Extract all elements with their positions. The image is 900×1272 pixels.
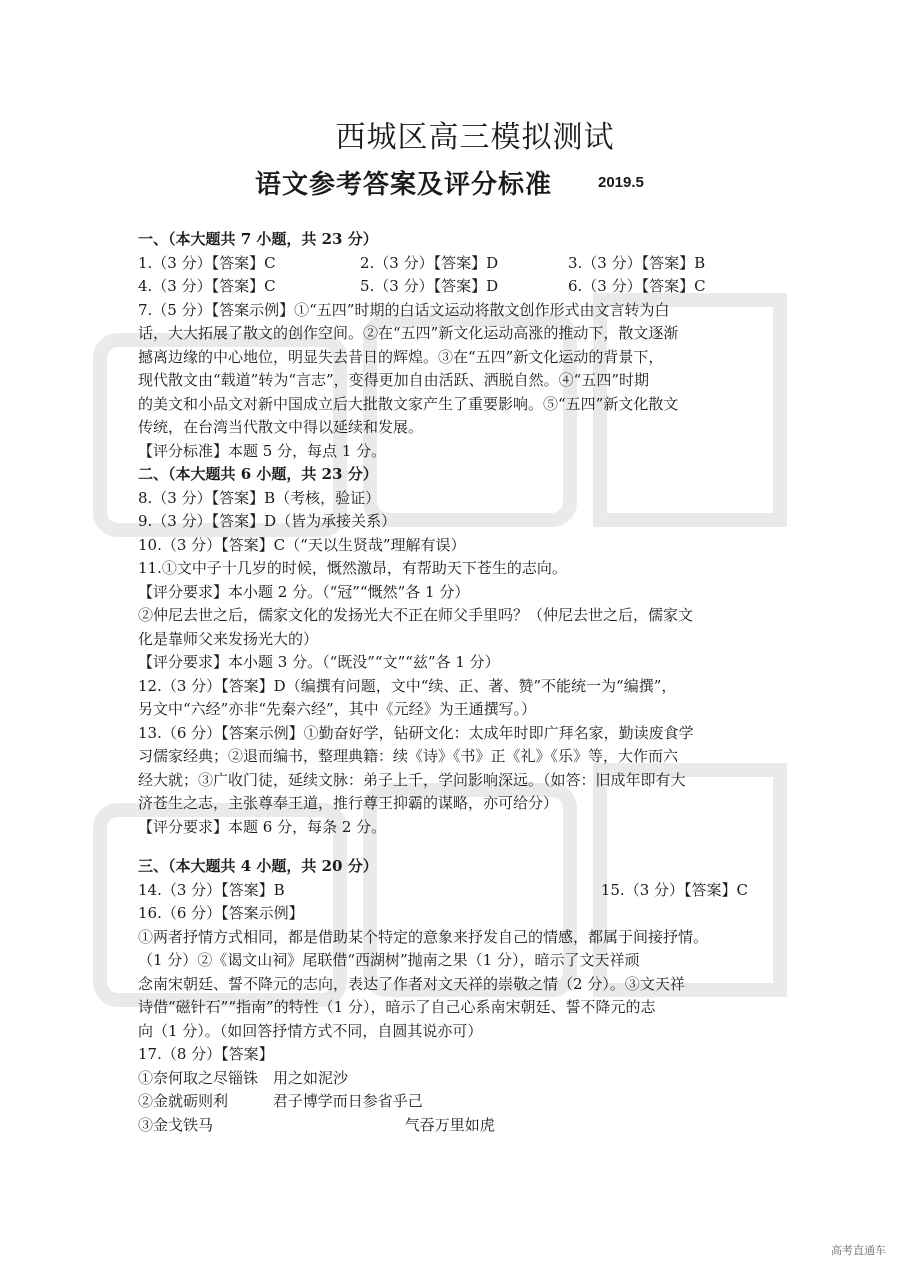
corner-watermark-text: 高考直通车 [831, 1244, 886, 1257]
answer-text: 16.（6 分）【答案示例】 [138, 904, 304, 922]
answer-item: ③金戈铁马 [138, 1115, 214, 1134]
page-subtitle: 语文参考答案及评分标准 [255, 170, 553, 200]
answer-text: 11.①文中子十几岁的时候，慨然激昂，有帮助天下苍生的志向。 [138, 559, 567, 577]
answer-text: 7.（5 分）【答案示例】①“五四”时期的白话文运动将散文创作形式由文言转为白 [138, 300, 670, 319]
answer-text: 济苍生之志，主张尊奉王道，推行尊王抑霸的谋略，亦可给分） [138, 794, 559, 812]
answer-item: 君子博学而日参省乎己 [272, 1092, 423, 1110]
scoring-note: 【评分要求】本小题 2 分。（“冠”“慨然”各 1 分） [138, 582, 470, 601]
answer-text: 12.（3 分）【答案】D（编撰有问题，文中“续、正、著、赞”不能统一为“编撰”， [138, 676, 677, 695]
answer-row [138, 1114, 778, 1138]
page-year: 2019.5 [598, 174, 644, 191]
answer-item: 14.（3 分）【答案】B [138, 880, 285, 899]
answer-text: （1 分）②《谒文山祠》尾联借“西湖树”抛南之果（1 分），暗示了文天祥顽 [138, 951, 640, 969]
scoring-note: 【评分标准】本题 5 分，每点 1 分。 [138, 441, 387, 460]
answer-text: 13.（6 分）【答案示例】①勤奋好学，钻研文化：太成年时即广拜名家，勤读废食学 [138, 723, 694, 742]
answer-text: ①奈何取之尽锱铢 用之如泥沙 [138, 1068, 349, 1087]
answer-item: ②金就砺则利 [138, 1092, 229, 1110]
answer-text: 念南宋朝廷、誓不降元的志向，表达了作者对文天祥的崇敬之情（2 分）。③文天祥 [138, 974, 685, 993]
scoring-note: 【评分要求】本题 6 分，每条 2 分。 [138, 817, 387, 836]
answer-item: 6.（3 分）【答案】C [568, 277, 706, 295]
scoring-note: 【评分要求】本小题 3 分。（“既没”“文”“兹”各 1 分） [138, 653, 500, 671]
answer-text: 现代散文由“载道”转为“言志”，变得更加自由活跃、洒脱自然。④“五四”时期 [138, 371, 650, 389]
answer-row [138, 879, 778, 903]
answer-row [138, 252, 778, 276]
answer-text: ①两者抒情方式相同，都是借助某个特定的意象来抒发自己的情感，都属于间接抒情。 [138, 927, 709, 946]
answer-text: 向（1 分）。（如回答抒情方式不同，自圆其说亦可） [138, 1021, 483, 1040]
answer-text: 另文中“六经”亦非“先秦六经”，其中《元经》为王通撰写。） [138, 700, 537, 718]
answer-item: 4.（3 分）【答案】C [138, 277, 276, 295]
answer-text: 10.（3 分）【答案】C（“天以生贤哉”理解有误） [138, 535, 466, 554]
answer-text: 的美文和小品文对新中国成立后大批散文家产生了重要影响。⑤“五四”新文化散文 [138, 394, 679, 413]
answer-row [138, 275, 778, 299]
answer-text: 诗借“磁针石”“指南”的特性（1 分），暗示了自己心系南宋朝廷、誓不降元的志 [138, 998, 656, 1016]
answer-text: 9.（3 分）【答案】D（皆为承接关系） [138, 512, 397, 530]
answer-text: 经大就；③广收门徒，延续文脉：弟子上千，学问影响深远。（如答：旧成年即有大 [138, 770, 686, 789]
answer-text: 化是靠师父来发扬光大的） [138, 629, 319, 648]
answer-item: 2.（3 分）【答案】D [360, 253, 499, 272]
answer-text: 17.（8 分）【答案】 [138, 1045, 274, 1063]
answer-item: 3.（3 分）【答案】B [568, 253, 706, 272]
answer-text: 8.（3 分）【答案】B（考核，验证） [138, 488, 381, 507]
answer-text: ②仲尼去世之后，儒家文化的发扬光大不正在师父手里吗？（仲尼去世之后，儒家文 [138, 606, 694, 624]
answer-item: 1.（3 分）【答案】C [138, 253, 276, 272]
answer-text: 传统，在台湾当代散文中得以延续和发展。 [138, 418, 424, 436]
answer-row [138, 1090, 778, 1114]
section-heading: 三、（本大题共 4 小题，共 20 分） [138, 857, 378, 875]
answer-text: 撼离边缘的中心地位，明显失去昔日的辉煌。③在“五四”新文化运动的背景下， [138, 347, 664, 366]
answer-item: 5.（3 分）【答案】D [360, 277, 499, 295]
section-heading: 二、（本大题共 6 小题，共 23 分） [138, 465, 378, 483]
section-heading: 一、（本大题共 7 小题，共 23 分） [138, 230, 378, 248]
answer-text: 习儒家经典；②退而编书，整理典籍：续《诗》《书》正《礼》《乐》等，大作而六 [138, 747, 679, 765]
answer-item: 气吞万里如虎 [404, 1115, 495, 1134]
answer-text: 话，大大拓展了散文的创作空间。②在“五四”新文化运动高涨的推动下，散文逐渐 [138, 324, 679, 342]
page-title: 西城区高三模拟测试 [335, 120, 615, 155]
answer-content [138, 228, 778, 1137]
answer-item: 15.（3 分）【答案】C [600, 880, 748, 899]
